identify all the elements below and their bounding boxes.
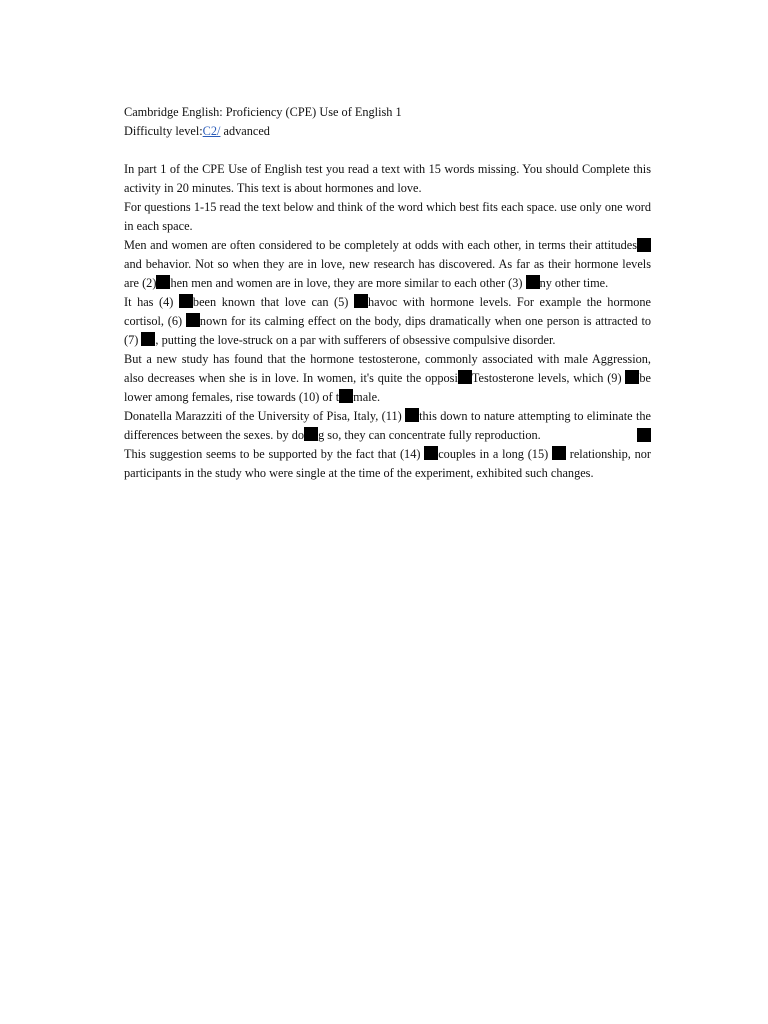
document-page — [124, 103, 651, 483]
passage-text: g so, they can concentrate fully — [318, 428, 472, 442]
spacer — [124, 141, 651, 160]
passage-paragraph-1 — [124, 236, 651, 293]
gap-blank-11[interactable] — [405, 408, 419, 422]
gap-blank-10[interactable] — [339, 389, 353, 403]
gap-blank-5[interactable] — [354, 294, 368, 308]
passage-text: male. — [353, 390, 381, 404]
gap-blank-3[interactable] — [526, 275, 540, 289]
passage-text: It has (4) — [124, 295, 174, 309]
passage-text: their attitudes and behavior. Not so when they are in love, new research has discovered. As far as their hormone levels are (2) — [124, 238, 651, 290]
gap-blank-9[interactable] — [625, 370, 639, 384]
passage-text: But a new study has found that the hormone testosterone, commonly associated with male Aggression, also decreases when she is in love. In women, it's quite the opposi — [124, 352, 651, 385]
gap-blank-8[interactable] — [458, 370, 472, 384]
document-title: Cambridge English: Proficiency (CPE) Use of English 1 — [124, 105, 402, 119]
passage-text: reproduction. — [474, 428, 541, 442]
passage-paragraph-3 — [124, 350, 651, 407]
passage-text: hen men and women are in love, they are more similar to each other (3) — [170, 276, 523, 290]
passage-text: Testosterone levels, which (9) — [471, 371, 622, 385]
passage-text: be lower among females, rise towards (10) of t — [124, 371, 652, 404]
passage-text: this down to nature attempting to eliminate the differences between the sexes. by do — [124, 409, 651, 442]
passage-text: relationship, nor participants in the study who were single at the time of the experiment, exhibited such changes. — [124, 447, 651, 480]
passage-text: been known that love can (5) — [192, 295, 349, 309]
difficulty-link[interactable]: C2/ — [202, 124, 221, 138]
passage-text: This suggestion seems to be supported by the fact that (14) — [124, 447, 421, 461]
difficulty-label: Difficulty level: — [124, 124, 203, 138]
intro-paragraph: In part 1 of the CPE Use of English test you read a text with 15 words missing. You should Complete this activity in 20 minutes. This text is about hormones and love. — [124, 162, 651, 195]
passage-text: Donatella Marazziti of the University of Pisa, Italy, (11) — [124, 409, 402, 423]
passage-text: , putting the love-struck on a par with sufferers of obsessive compulsive disorder. — [155, 333, 556, 347]
difficulty-level: advanced — [220, 124, 270, 138]
passage-text: havoc with hormone levels. For example the hormone cortisol, (6) — [124, 295, 652, 328]
passage-text: Men and women are often considered to be completely at odds with each other, in terms — [124, 238, 566, 252]
instructions-paragraph: For questions 1-15 read the text below and think of the word which best fits each space. use only one word in each space. — [124, 200, 651, 233]
passage-text: ny other time. — [539, 276, 609, 290]
passage-paragraph-2 — [124, 293, 651, 350]
gap-blank-13[interactable] — [637, 428, 651, 442]
gap-blank-4[interactable] — [179, 294, 193, 308]
gap-blank-2[interactable] — [156, 275, 170, 289]
passage-paragraph-5 — [124, 445, 651, 483]
passage-paragraph-4 — [124, 407, 651, 445]
gap-blank-14[interactable] — [424, 446, 438, 460]
gap-blank-15[interactable] — [552, 446, 566, 460]
passage-text: couples in a long (15) — [438, 447, 549, 461]
gap-blank-12[interactable] — [304, 427, 318, 441]
passage-text: nown for its calming effect on the body, dips dramatically when one person is attracted to (7) — [124, 314, 652, 347]
gap-blank-6[interactable] — [186, 313, 200, 327]
gap-blank-1[interactable] — [637, 238, 651, 252]
difficulty-line — [124, 122, 651, 141]
gap-blank-7[interactable] — [141, 332, 155, 346]
